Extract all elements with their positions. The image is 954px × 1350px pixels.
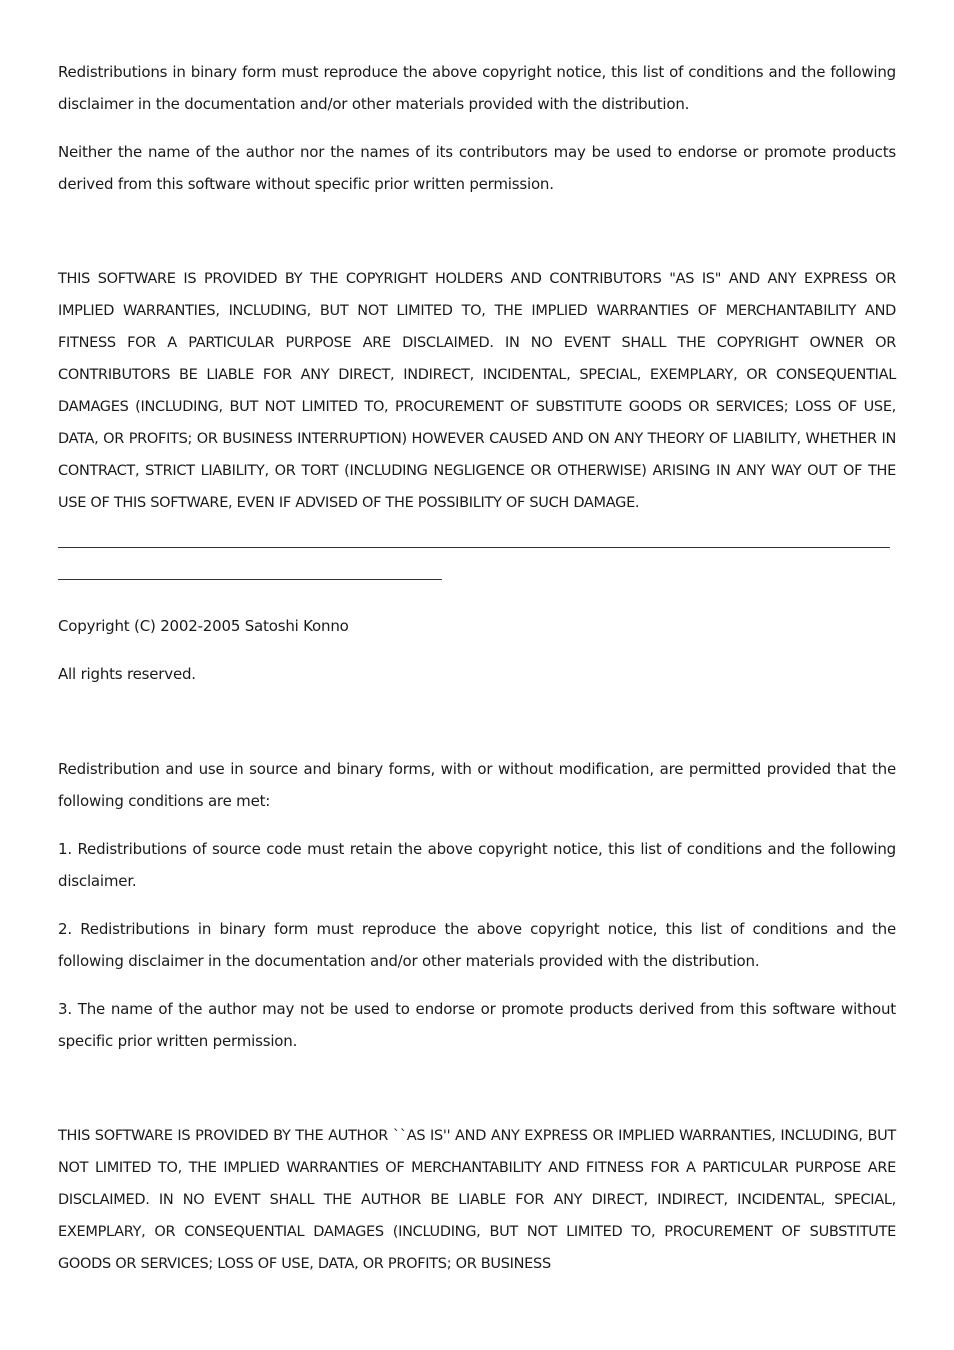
license-document [58, 56, 896, 1296]
condition-clause-3: 3. The name of the author may not be used to endorse or promote products derived from this software without specific prior written permission. [58, 1000, 896, 1050]
copyright-notice: Copyright (C) 2002-2005 Satoshi Konno [58, 617, 349, 635]
paragraph-spacer [58, 216, 896, 263]
redistribution-intro: Redistribution and use in source and binary forms, with or without modification, are permitted provided that the following conditions are met: [58, 760, 896, 810]
paragraph-spacer [58, 706, 896, 753]
endorsement-clause: Neither the name of the author nor the names of its contributors may be used to endorse or promote products derived from this software without specific prior written permission. [58, 143, 896, 193]
rights-reserved: All rights reserved. [58, 665, 196, 683]
binary-redistribution-clause: Redistributions in binary form must reproduce the above copyright notice, this list of conditions and the following disclaimer in the documentation and/or other materials provided with the distribution. [58, 63, 896, 113]
condition-clause-1: 1. Redistributions of source code must retain the above copyright notice, this list of conditions and the following disclaimer. [58, 840, 896, 890]
section-divider-short [58, 579, 442, 580]
paragraph-spacer [58, 1073, 896, 1120]
section-divider-long [58, 547, 890, 548]
warranty-disclaimer: THIS SOFTWARE IS PROVIDED BY THE COPYRIGHT HOLDERS AND CONTRIBUTORS "AS IS" AND ANY EXPRESS OR IMPLIED WARRANTIES, INCLUDING, BUT NOT LIMITED TO, THE IMPLIED WARRANTIES OF MERCHANTABILITY AND FITNESS FOR A PARTICULAR PURPOSE ARE DISCLAIMED. IN NO EVENT SHALL THE COPYRIGHT OWNER OR CONTRIBUTORS BE LIABLE FOR ANY DIRECT, INDIRECT, INCIDENTAL, SPECIAL, EXEMPLARY, OR CONSEQUENTIAL DAMAGES (INCLUDING, BUT NOT LIMITED TO, PROCUREMENT OF SUBSTITUTE GOODS OR SERVICES; LOSS OF USE, DATA, OR PROFITS; OR BUSINESS INTERRUPTION) HOWEVER CAUSED AND ON ANY THEORY OF LIABILITY, WHETHER IN CONTRACT, STRICT LIABILITY, OR TORT (INCLUDING NEGLIGENCE OR OTHERWISE) ARISING IN ANY WAY OUT OF THE USE OF THIS SOFTWARE, EVEN IF ADVISED OF THE POSSIBILITY OF SUCH DAMAGE. [58, 271, 896, 511]
condition-clause-2: 2. Redistributions in binary form must reproduce the above copyright notice, this list of conditions and the following disclaimer in the documentation and/or other materials provided with the distribution. [58, 920, 896, 970]
author-warranty-disclaimer: THIS SOFTWARE IS PROVIDED BY THE AUTHOR ``AS IS'' AND ANY EXPRESS OR IMPLIED WARRANTIES, INCLUDING, BUT NOT LIMITED TO, THE IMPLIED WARRANTIES OF MERCHANTABILITY AND FITNESS FOR A PARTICULAR PURPOSE ARE DISCLAIMED. IN NO EVENT SHALL THE AUTHOR BE LIABLE FOR ANY DIRECT, INDIRECT, INCIDENTAL, SPECIAL, EXEMPLARY, OR CONSEQUENTIAL DAMAGES (INCLUDING, BUT NOT LIMITED TO, PROCUREMENT OF SUBSTITUTE GOODS OR SERVICES; LOSS OF USE, DATA, OR PROFITS; OR BUSINESS [58, 1128, 896, 1272]
